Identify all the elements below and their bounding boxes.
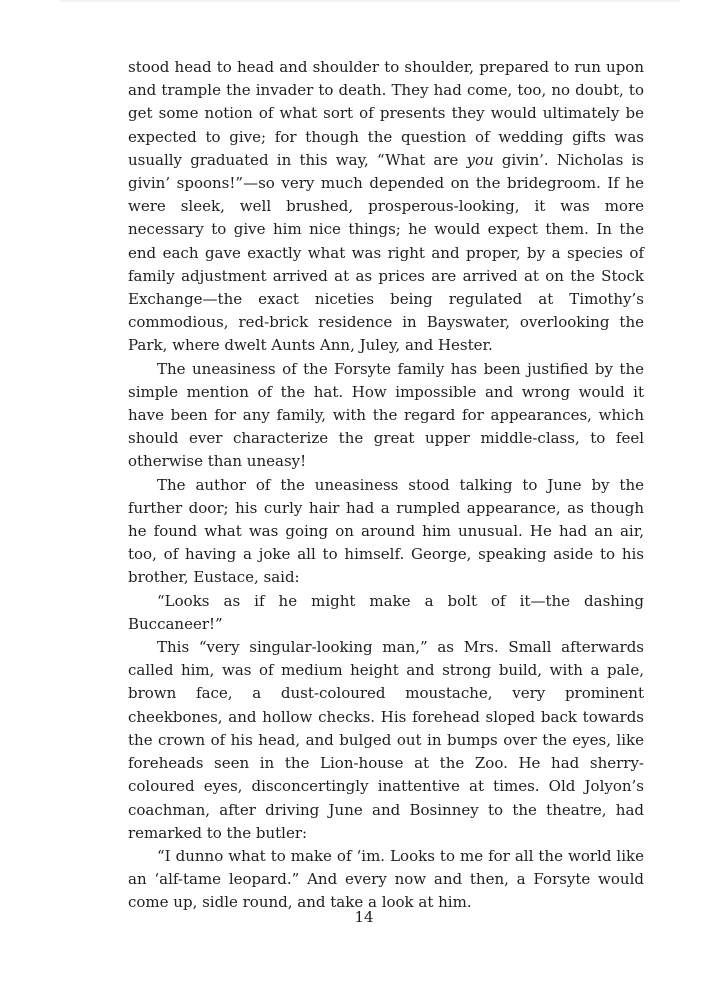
page-top-edge <box>60 0 680 3</box>
paragraph-1 <box>128 56 644 358</box>
text-body <box>128 56 644 915</box>
text-segment: The uneasiness of the Forsyte family has been justified by the simple mention of the hat. How impossible and wrong would it have been for any family, with the regard for appearances, which should ever characterize the great upper middle-class, to feel otherwise than uneasy! <box>128 359 644 471</box>
paragraph-2 <box>128 358 644 474</box>
text-segment: “I dunno what to make of ‘im. Looks to me for all the world like an ‘alf-tame leopard.” And every now and then, a Forsyte would come up, sidle round, and take a look at him. <box>128 846 644 912</box>
text-segment: stood head to head and shoulder to shoulder, prepared to run upon and trample the invader to death. They had come, too, no doubt, to get some notion of what sort of presents they would ultimately be expected to give; for though the question of wedding gifts was usually graduated in this way, “What are <box>128 58 644 169</box>
paragraph-3 <box>128 474 644 590</box>
text-segment: This “very singular-looking man,” as Mrs. Small afterwards called him, was of medium height and strong build, with a pale, brown face, a dust-coloured moustache, very prominent cheekbones, and hollow checks. His forehead sloped back towards the crown of his head, and bulged out in bumps over the eyes, like foreheads seen in the Lion-house at the Zoo. He had sherry-coloured eyes, disconcertingly inattentive at times. Old Jolyon’s coachman, after driving June and Bosinney to the theatre, had remarked to the butler: <box>128 638 644 842</box>
page-number: 14 <box>354 908 374 926</box>
text-segment: “Looks as if he might make a bolt of it—the dashing Buccaneer!” <box>128 591 644 633</box>
paragraph-6 <box>128 845 644 915</box>
italic-segment: you <box>466 150 494 169</box>
paragraph-5 <box>128 636 644 845</box>
text-segment: givin’. Nicholas is givin’ spoons!”—so very much depended on the bridegroom. If he were sleek, well brushed, prosperous-looking, it was more necessary to give him nice things; he would expect them. In the end each gave exactly what was right and proper, by a species of family adjustment arrived at as prices are arrived at on the Stock Exchange—the exact niceties being regulated at Timothy’s commodious, red-brick residence in Bayswater, overlooking the Park, where dwelt Aunts Ann, Juley, and Hester. <box>128 150 644 355</box>
paragraph-4 <box>128 590 644 636</box>
text-segment: The author of the uneasiness stood talking to June by the further door; his curly hair had a rumpled appearance, as though he found what was going on around him unusual. He had an air, too, of having a joke all to himself. George, speaking aside to his brother, Eustace, said: <box>128 475 644 587</box>
